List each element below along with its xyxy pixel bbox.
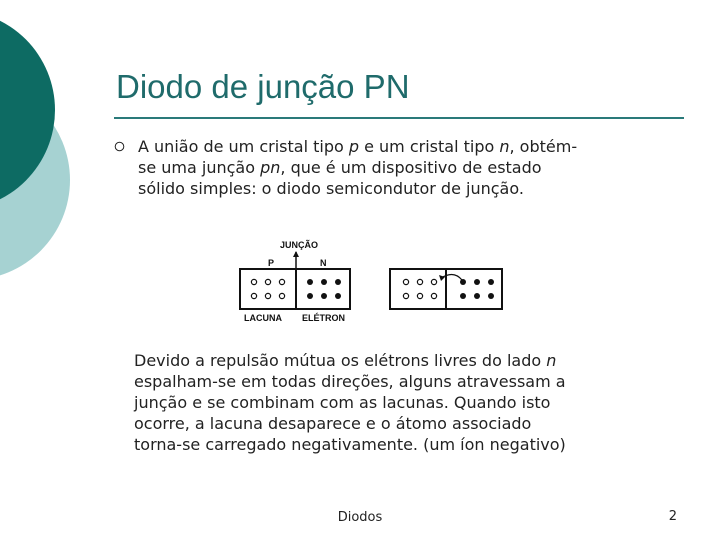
holes-left [251, 279, 284, 298]
bullet-circle-icon [114, 141, 125, 152]
junction-arrowhead [293, 251, 299, 257]
label-junction: JUNÇÃO [280, 240, 319, 250]
bullet-text-line3: sólido simples: o diodo semicondutor de junção. [138, 179, 524, 198]
label-p: P [268, 258, 275, 268]
decorative-circles [0, 0, 110, 300]
explanation-paragraph [134, 350, 674, 455]
pn-junction-figure [230, 238, 520, 328]
label-electron: ELÉTRON [302, 313, 346, 323]
label-n: N [320, 258, 327, 268]
paragraph2-line4: ocorre, a lacuna desaparece e o átomo associado [134, 414, 532, 433]
paragraph2-line1: Devido a repulsão mútua os elétrons livres do lado n [134, 351, 557, 370]
bullet-text-line1: A união de um cristal tipo p e um cristal tipo n, obtém- [138, 137, 578, 156]
bullet-text-line2: se uma junção pn, que é um dispositivo de estado [138, 158, 542, 177]
footer-label: Diodos [337, 510, 383, 525]
electrons-left [307, 279, 341, 299]
title-divider [114, 117, 684, 119]
page-number: 2 [668, 509, 677, 524]
holes-right [403, 279, 436, 298]
paragraph2-line5: torna-se carregado negativamente. (um íon negativo) [134, 435, 566, 454]
paragraph2-line2: espalham-se em todas direções, alguns atravessam a [134, 372, 566, 391]
label-hole: LACUNA [244, 313, 282, 323]
bullet-text [138, 136, 678, 199]
slide-title: Diodo de junção PN [116, 68, 410, 105]
electrons-right [460, 279, 494, 299]
paragraph2-line3: junção e se combinam com as lacunas. Quando isto [134, 393, 551, 412]
